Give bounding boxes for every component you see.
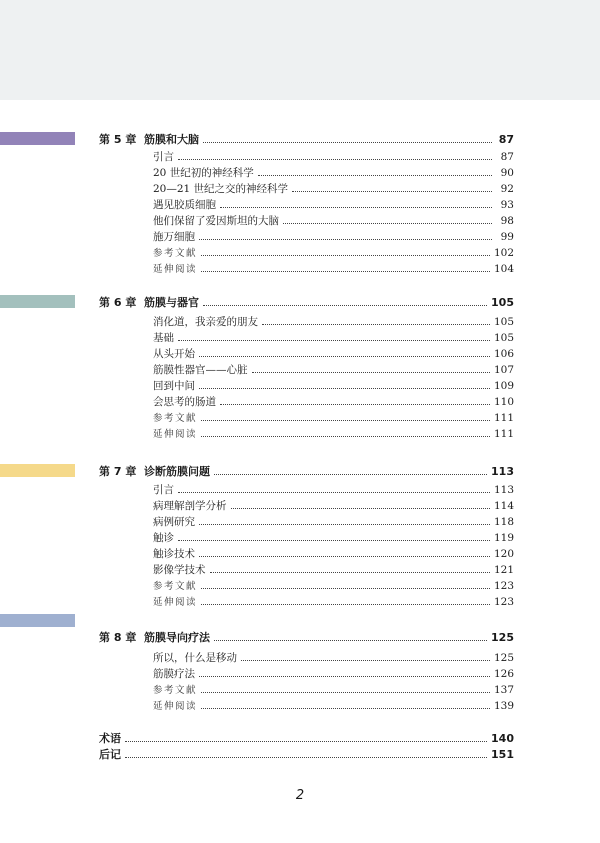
toc-item-title: 从头开始	[153, 348, 195, 360]
toc-item-page: 111	[493, 428, 514, 440]
toc-item[interactable]	[153, 330, 514, 345]
toc-item-title: 回到中间	[153, 380, 195, 392]
toc-item-title: 基础	[153, 332, 174, 344]
dot-leader	[283, 223, 492, 224]
toc-item-page: 93	[500, 199, 514, 211]
chapter-7-color-bar	[0, 464, 75, 477]
toc-item-title: 病例研究	[153, 516, 195, 528]
toc-item[interactable]	[153, 530, 514, 545]
toc-item[interactable]	[153, 498, 514, 513]
dot-leader	[199, 356, 490, 357]
toc-item-page: 113	[493, 484, 514, 496]
toc-item-page: 105	[493, 332, 514, 344]
toc-item-page: 98	[500, 215, 514, 227]
chapter-title: 诊断筋膜问题	[144, 465, 210, 478]
toc-item[interactable]	[153, 362, 514, 377]
toc-item-page: 87	[500, 151, 514, 163]
dot-leader	[199, 239, 492, 240]
toc-item-page: 119	[493, 532, 514, 544]
dot-leader	[178, 492, 490, 493]
toc-item-page: 90	[500, 167, 514, 179]
dot-leader	[125, 741, 487, 742]
dot-leader	[201, 588, 490, 589]
toc-item[interactable]	[153, 197, 514, 212]
chapter-number: 第 5 章	[99, 133, 137, 146]
toc-item-page: 99	[500, 231, 514, 243]
toc-item-page: 109	[493, 380, 514, 392]
back-matter-glossary[interactable]	[99, 730, 514, 746]
toc-item-title: 筋膜性器官——心脏	[153, 364, 248, 376]
toc-item-title: 会思考的肠道	[153, 396, 216, 408]
back-matter-afterword[interactable]	[99, 746, 514, 762]
back-matter-title: 术语	[99, 732, 121, 745]
toc-item-title: 延伸阅读	[153, 701, 198, 712]
chapter-number: 第 7 章	[99, 465, 137, 478]
toc-item[interactable]	[153, 650, 514, 665]
toc-item[interactable]	[153, 165, 514, 180]
toc-item-page: 120	[493, 548, 514, 560]
chapter-page: 113	[491, 465, 514, 478]
dot-leader	[258, 175, 492, 176]
toc-item-title: 延伸阅读	[153, 429, 198, 440]
toc-item[interactable]	[153, 149, 514, 164]
toc-item-page: 137	[493, 684, 514, 696]
chapter-6-color-bar	[0, 295, 75, 308]
chapter-5-color-bar	[0, 132, 75, 145]
toc-item[interactable]	[153, 482, 514, 497]
dot-leader	[201, 436, 490, 437]
toc-item-title: 参考文献	[153, 581, 198, 592]
toc-item[interactable]	[153, 378, 514, 393]
dot-leader	[220, 404, 490, 405]
dot-leader	[203, 142, 492, 143]
dot-leader	[125, 757, 487, 758]
back-matter-title: 后记	[99, 748, 121, 761]
toc-item-title: 消化道，我亲爱的朋友	[153, 316, 258, 328]
toc-item-title: 20—21 世纪之交的神经科学	[153, 183, 289, 195]
back-matter-page: 151	[491, 748, 514, 761]
dot-leader	[262, 324, 490, 325]
chapter-page: 125	[491, 631, 514, 644]
toc-item-title: 病理解剖学分析	[153, 500, 227, 512]
toc-item-title: 引言	[153, 151, 174, 163]
toc-item[interactable]	[153, 666, 514, 681]
dot-leader	[178, 159, 492, 160]
toc-item-references[interactable]	[153, 682, 514, 696]
toc-item-further-reading[interactable]	[153, 698, 514, 712]
toc-item-references[interactable]	[153, 410, 514, 424]
chapter-title: 筋膜与器官	[144, 296, 199, 309]
toc-item-page: 107	[493, 364, 514, 376]
toc-item-page: 102	[493, 247, 514, 259]
dot-leader	[220, 207, 492, 208]
back-matter-page: 140	[491, 732, 514, 745]
toc-item-title: 筋膜疗法	[153, 668, 195, 680]
toc-item-page: 123	[493, 580, 514, 592]
toc-item-page: 121	[493, 564, 514, 576]
toc-item-page: 139	[493, 700, 514, 712]
toc-item[interactable]	[153, 546, 514, 561]
chapter-heading[interactable]	[99, 294, 514, 310]
toc-item[interactable]	[153, 514, 514, 529]
toc-item-title: 参考文献	[153, 685, 198, 696]
dot-leader	[178, 340, 490, 341]
toc-item-page: 125	[493, 652, 514, 664]
toc-item-page: 106	[493, 348, 514, 360]
toc-item[interactable]	[153, 346, 514, 361]
dot-leader	[201, 255, 490, 256]
toc-item-page: 104	[493, 263, 514, 275]
toc-item-page: 118	[493, 516, 514, 528]
page-number: 2	[295, 788, 305, 803]
toc-item[interactable]	[153, 394, 514, 409]
dot-leader	[214, 640, 487, 641]
toc-item-title: 影像学技术	[153, 564, 206, 576]
toc-item-further-reading[interactable]	[153, 426, 514, 440]
dot-leader	[201, 708, 490, 709]
toc-item-further-reading[interactable]	[153, 261, 514, 275]
toc-item-page: 114	[493, 500, 514, 512]
dot-leader	[178, 540, 490, 541]
toc-item-title: 所以，什么是移动	[153, 652, 237, 664]
toc-item-page: 110	[493, 396, 514, 408]
chapter-page: 105	[491, 296, 514, 309]
chapter-title: 筋膜导向疗法	[144, 631, 210, 644]
chapter-heading[interactable]	[99, 629, 514, 645]
chapter-title: 筋膜和大脑	[144, 133, 199, 146]
dot-leader	[231, 508, 490, 509]
toc-item-title: 触诊技术	[153, 548, 195, 560]
toc-item-references[interactable]	[153, 245, 514, 259]
toc-item-title: 引言	[153, 484, 174, 496]
toc-item-title: 触诊	[153, 532, 174, 544]
toc-item-title: 延伸阅读	[153, 597, 198, 608]
toc-item[interactable]	[153, 213, 514, 228]
toc-item[interactable]	[153, 181, 514, 196]
toc-item[interactable]	[153, 562, 514, 577]
dot-leader	[201, 604, 490, 605]
dot-leader	[292, 191, 492, 192]
toc-item-title: 20 世纪初的神经科学	[153, 167, 254, 179]
toc-item-page: 126	[493, 668, 514, 680]
toc-item[interactable]	[153, 314, 514, 329]
toc-item-further-reading[interactable]	[153, 594, 514, 608]
chapter-8-color-bar	[0, 614, 75, 627]
toc-item-title: 施万细胞	[153, 231, 195, 243]
dot-leader	[201, 271, 490, 272]
dot-leader	[203, 305, 487, 306]
chapter-number: 第 6 章	[99, 296, 137, 309]
toc-item-page: 92	[500, 183, 514, 195]
chapter-number: 第 8 章	[99, 631, 137, 644]
dot-leader	[199, 388, 490, 389]
toc-item-title: 参考文献	[153, 413, 198, 424]
chapter-page: 87	[498, 133, 514, 146]
toc-item-page: 111	[493, 412, 514, 424]
toc-item-references[interactable]	[153, 578, 514, 592]
toc-item-title: 遇见胶质细胞	[153, 199, 216, 211]
toc-item-title: 他们保留了爱因斯坦的大脑	[153, 215, 279, 227]
chapter-heading[interactable]	[99, 131, 514, 147]
dot-leader	[252, 372, 490, 373]
dot-leader	[241, 660, 490, 661]
header-band	[0, 0, 600, 100]
toc-item-page: 105	[493, 316, 514, 328]
toc-item[interactable]	[153, 229, 514, 244]
dot-leader	[199, 524, 490, 525]
toc-item-title: 延伸阅读	[153, 264, 198, 275]
dot-leader	[201, 692, 490, 693]
dot-leader	[201, 420, 490, 421]
toc-item-title: 参考文献	[153, 248, 198, 259]
dot-leader	[210, 572, 490, 573]
chapter-heading[interactable]	[99, 463, 514, 479]
toc-item-page: 123	[493, 596, 514, 608]
dot-leader	[214, 474, 487, 475]
dot-leader	[199, 556, 490, 557]
dot-leader	[199, 676, 490, 677]
